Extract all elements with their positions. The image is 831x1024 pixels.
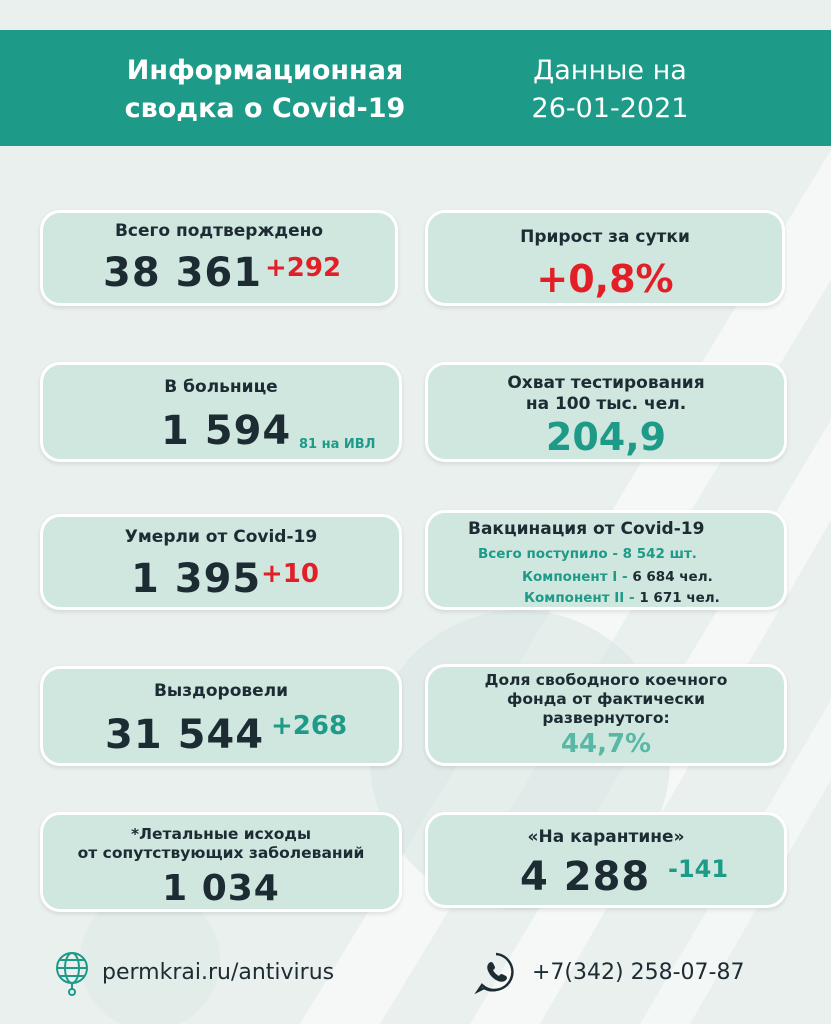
- confirmed-value: 38 361: [103, 250, 263, 296]
- quarantine-delta: -141: [668, 855, 729, 883]
- vaccination-total: Всего поступило - 8 542 шт.: [478, 546, 697, 562]
- recovered-label: Выздоровели: [153, 681, 289, 701]
- card-lethal: [40, 812, 402, 912]
- deaths-delta: +10: [261, 559, 319, 589]
- testing-label: Охват тестирования на 100 тыс. чел.: [507, 373, 705, 414]
- card-recovered: [40, 666, 402, 766]
- deaths-label: Умерли от Covid-19: [124, 527, 318, 547]
- phone-number[interactable]: +7(342) 258-07-87: [532, 960, 745, 985]
- card-vaccination: [425, 510, 787, 610]
- card-quarantine: [425, 812, 787, 908]
- card-beds: [425, 664, 787, 766]
- deaths-value: 1 395: [131, 556, 262, 602]
- testing-value: 204,9: [545, 415, 667, 459]
- beds-label: Доля свободного коечного фонда от фактически развернутого:: [484, 671, 728, 727]
- vaccination-component-2: Компонент II - 1 671 чел.: [524, 590, 720, 606]
- card-confirmed: [40, 210, 398, 306]
- vaccination-component-1: Компонент I - 6 684 чел.: [522, 569, 713, 585]
- card-deaths: [40, 514, 402, 610]
- lethal-value: 1 034: [162, 868, 280, 909]
- lethal-label: *Летальные исходы от сопутствующих заболеваний: [77, 825, 365, 862]
- site-link[interactable]: permkrai.ru/antivirus: [102, 960, 335, 985]
- hospital-label: В больнице: [164, 377, 278, 397]
- whatsapp-phone-icon: [474, 950, 518, 994]
- ventilator-note: 81 на ИВЛ: [299, 437, 376, 452]
- growth-value: +0,8%: [536, 257, 674, 301]
- page-title: Информационная сводка о Covid-19: [124, 55, 406, 124]
- card-hospital: [40, 362, 402, 462]
- header-banner: [0, 30, 831, 146]
- card-testing: [425, 362, 787, 462]
- recovered-delta: +268: [271, 711, 348, 741]
- recovered-value: 31 544: [105, 712, 265, 758]
- hospital-value: 1 594: [161, 408, 292, 454]
- globe-icon: [54, 950, 90, 996]
- report-date: Данные на 26-01-2021: [531, 55, 689, 124]
- confirmed-label: Всего подтверждено: [114, 221, 324, 241]
- quarantine-value: 4 288: [520, 854, 651, 900]
- vaccination-label: Вакцинация от Covid-19: [468, 519, 705, 539]
- beds-value: 44,7%: [560, 729, 652, 759]
- quarantine-label: «На карантине»: [527, 827, 685, 847]
- confirmed-delta: +292: [265, 253, 342, 283]
- card-growth: [425, 210, 785, 306]
- growth-label: Прирост за сутки: [520, 227, 690, 247]
